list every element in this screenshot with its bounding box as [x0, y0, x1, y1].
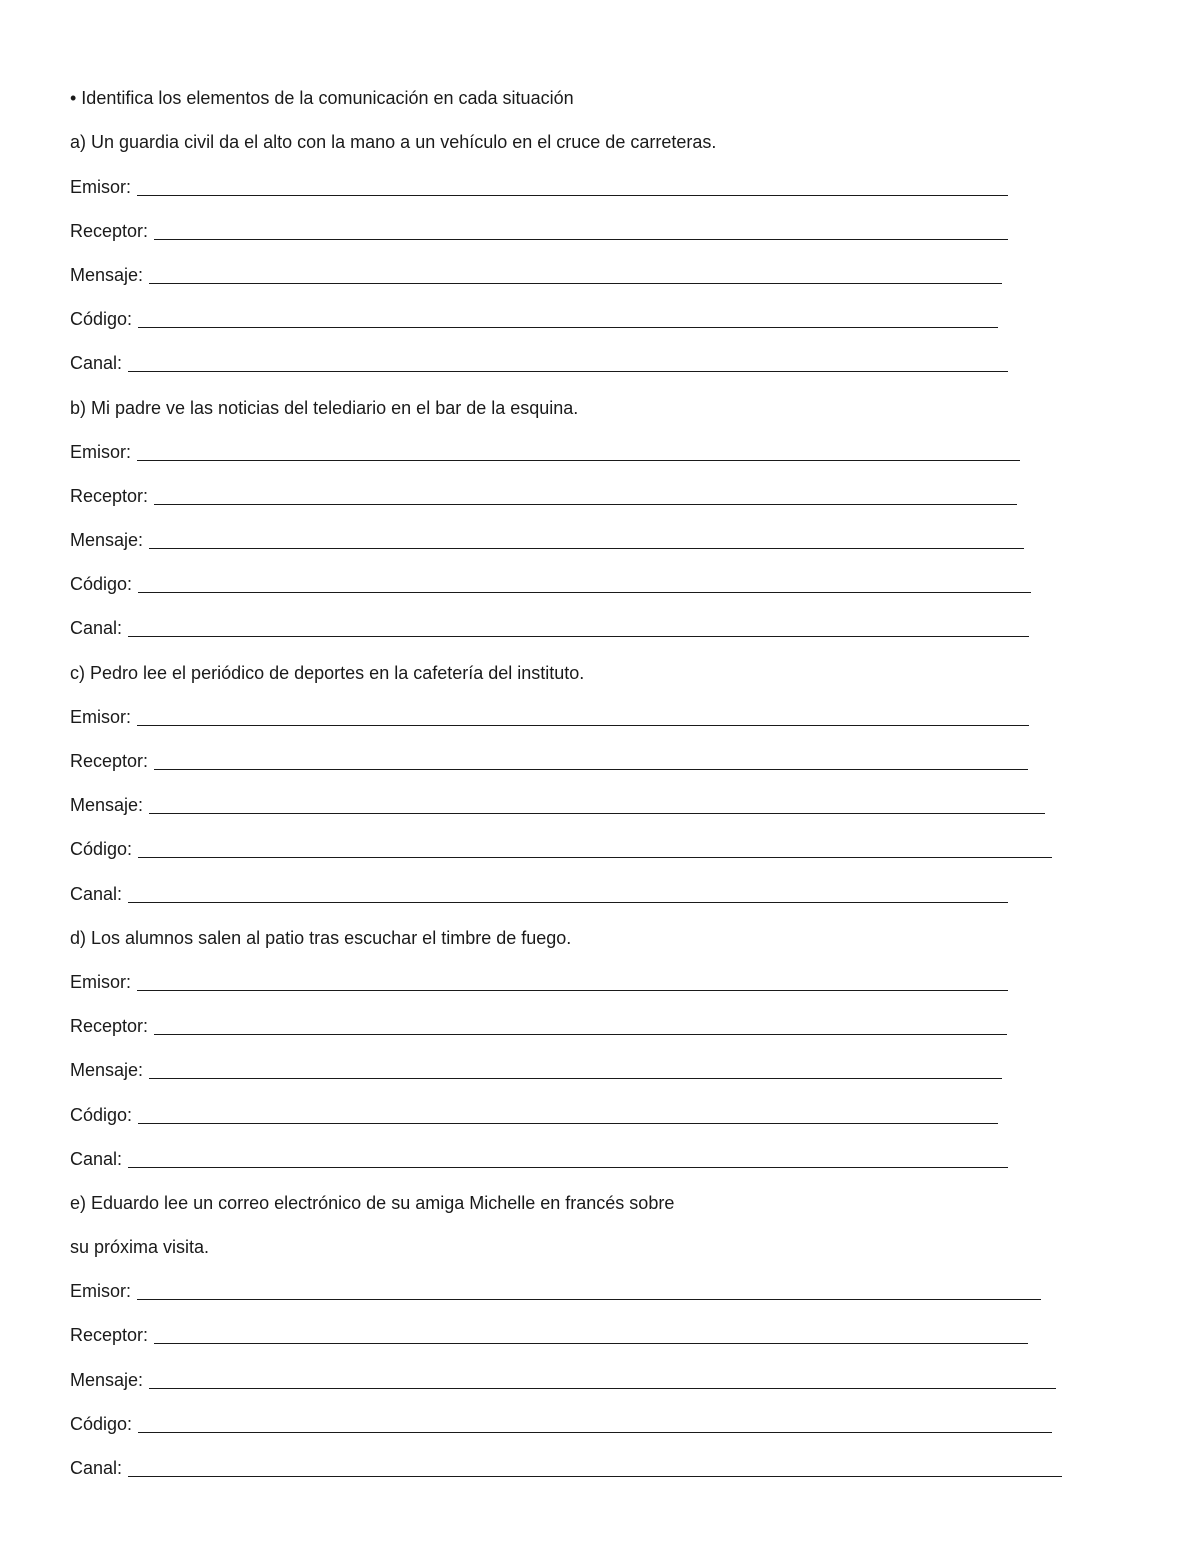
situation-d-receptor-answer-blank[interactable] [154, 1033, 1007, 1035]
mensaje-label: Mensaje: [70, 795, 144, 816]
situation-e-codigo-row [70, 1396, 1130, 1440]
situation-a-receptor-answer-blank[interactable] [154, 238, 1008, 240]
codigo-label: Código: [70, 1104, 133, 1125]
situation-b-emisor-row [70, 424, 1130, 468]
situation-c-mensaje-answer-blank[interactable] [149, 812, 1045, 814]
situation-c [70, 644, 1130, 909]
situation-e-mensaje-answer-blank[interactable] [149, 1387, 1056, 1389]
situation-a-canal-answer-blank[interactable] [128, 370, 1008, 372]
situation-d-emisor-row [70, 954, 1130, 998]
situation-a-receptor-row [70, 203, 1130, 247]
situation-c-receptor-row [70, 733, 1130, 777]
mensaje-label: Mensaje: [70, 264, 144, 285]
situation-e-mensaje-row [70, 1351, 1130, 1395]
situation-e-receptor-row [70, 1307, 1130, 1351]
situation-a-codigo-answer-blank[interactable] [138, 326, 998, 328]
emisor-label: Emisor: [70, 1281, 132, 1302]
situation-c-receptor-answer-blank[interactable] [154, 768, 1028, 770]
canal-label: Canal: [70, 1148, 123, 1169]
situation-d-mensaje-answer-blank[interactable] [149, 1077, 1002, 1079]
situation-a [70, 114, 1130, 379]
receptor-label: Receptor: [70, 751, 149, 771]
situation-b-statement [70, 379, 1130, 423]
situation-b-mensaje-answer-blank[interactable] [149, 547, 1024, 549]
situation-b [70, 379, 1130, 644]
situation-d-statement [70, 910, 1130, 954]
situation-b-codigo-row [70, 556, 1130, 600]
situation-e-emisor-row [70, 1263, 1130, 1307]
situation-d-codigo-row [70, 1086, 1130, 1130]
mensaje-label: Mensaje: [70, 530, 144, 551]
situation-e-emisor-answer-blank[interactable] [137, 1298, 1041, 1300]
instruction-text: • Identifica los elementos de la comunicación en cada situación [70, 88, 574, 109]
codigo-label: Código: [70, 574, 133, 595]
emisor-label: Emisor: [70, 971, 132, 992]
situation-a-mensaje-row [70, 247, 1130, 291]
situation-b-codigo-answer-blank[interactable] [138, 591, 1031, 593]
situation-a-mensaje-answer-blank[interactable] [149, 282, 1002, 284]
mensaje-label: Mensaje: [70, 1369, 144, 1390]
situation-d-codigo-answer-blank[interactable] [138, 1122, 998, 1124]
worksheet [70, 70, 1130, 1484]
situation-c-statement [70, 644, 1130, 688]
situation-b-emisor-answer-blank[interactable] [137, 459, 1020, 461]
situation-e-statement-text: su próxima visita. [70, 1237, 210, 1258]
situation-e-statement-text: e) Eduardo lee un correo electrónico de su amiga Michelle en francés sobre [70, 1192, 675, 1213]
situation-b-receptor-row [70, 468, 1130, 512]
receptor-label: Receptor: [70, 220, 149, 241]
emisor-label: Emisor: [70, 441, 132, 462]
situation-d-statement-text: d) Los alumnos salen al patio tras escuchar el timbre de fuego. [70, 927, 572, 948]
situation-a-statement-text: a) Un guardia civil da el alto con la mano a un vehículo en el cruce de carreteras. [70, 132, 717, 153]
situation-c-statement-text: c) Pedro lee el periódico de deportes en la cafetería del instituto. [70, 662, 585, 683]
situation-b-mensaje-row [70, 512, 1130, 556]
situation-d [70, 910, 1130, 1175]
situations-list [70, 114, 1130, 1484]
receptor-label: Receptor: [70, 485, 149, 506]
situation-d-emisor-answer-blank[interactable] [137, 989, 1008, 991]
situation-c-canal-answer-blank[interactable] [128, 901, 1008, 903]
situation-e-statement [70, 1219, 1130, 1263]
situation-d-mensaje-row [70, 1042, 1130, 1086]
situation-d-canal-answer-blank[interactable] [128, 1166, 1008, 1168]
mensaje-label: Mensaje: [70, 1060, 144, 1081]
situation-a-canal-row [70, 335, 1130, 379]
situation-e-codigo-answer-blank[interactable] [138, 1431, 1052, 1433]
situation-c-emisor-row [70, 689, 1130, 733]
situation-b-receptor-answer-blank[interactable] [154, 503, 1017, 505]
situation-a-codigo-row [70, 291, 1130, 335]
situation-e-canal-answer-blank[interactable] [128, 1475, 1062, 1477]
instruction [70, 70, 1130, 114]
canal-label: Canal: [70, 618, 123, 639]
situation-c-emisor-answer-blank[interactable] [137, 724, 1029, 726]
situation-b-canal-answer-blank[interactable] [128, 635, 1029, 637]
receptor-label: Receptor: [70, 1016, 149, 1037]
situation-e [70, 1175, 1130, 1484]
situation-d-receptor-row [70, 998, 1130, 1042]
situation-a-emisor-row [70, 158, 1130, 202]
codigo-label: Código: [70, 309, 133, 330]
situation-e-statement [70, 1175, 1130, 1219]
situation-c-mensaje-row [70, 777, 1130, 821]
emisor-label: Emisor: [70, 176, 132, 197]
situation-c-codigo-row [70, 821, 1130, 865]
situation-e-receptor-answer-blank[interactable] [154, 1342, 1028, 1344]
situation-c-codigo-answer-blank[interactable] [138, 856, 1052, 858]
situation-b-canal-row [70, 600, 1130, 644]
canal-label: Canal: [70, 1458, 123, 1478]
canal-label: Canal: [70, 353, 123, 374]
situation-e-canal-row [70, 1440, 1130, 1484]
situation-a-emisor-answer-blank[interactable] [137, 194, 1008, 196]
situation-b-statement-text: b) Mi padre ve las noticias del telediario en el bar de la esquina. [70, 397, 579, 418]
emisor-label: Emisor: [70, 706, 132, 727]
situation-d-canal-row [70, 1131, 1130, 1175]
canal-label: Canal: [70, 883, 123, 904]
codigo-label: Código: [70, 839, 133, 860]
receptor-label: Receptor: [70, 1325, 149, 1346]
codigo-label: Código: [70, 1413, 133, 1434]
situation-a-statement [70, 114, 1130, 158]
situation-c-canal-row [70, 865, 1130, 909]
